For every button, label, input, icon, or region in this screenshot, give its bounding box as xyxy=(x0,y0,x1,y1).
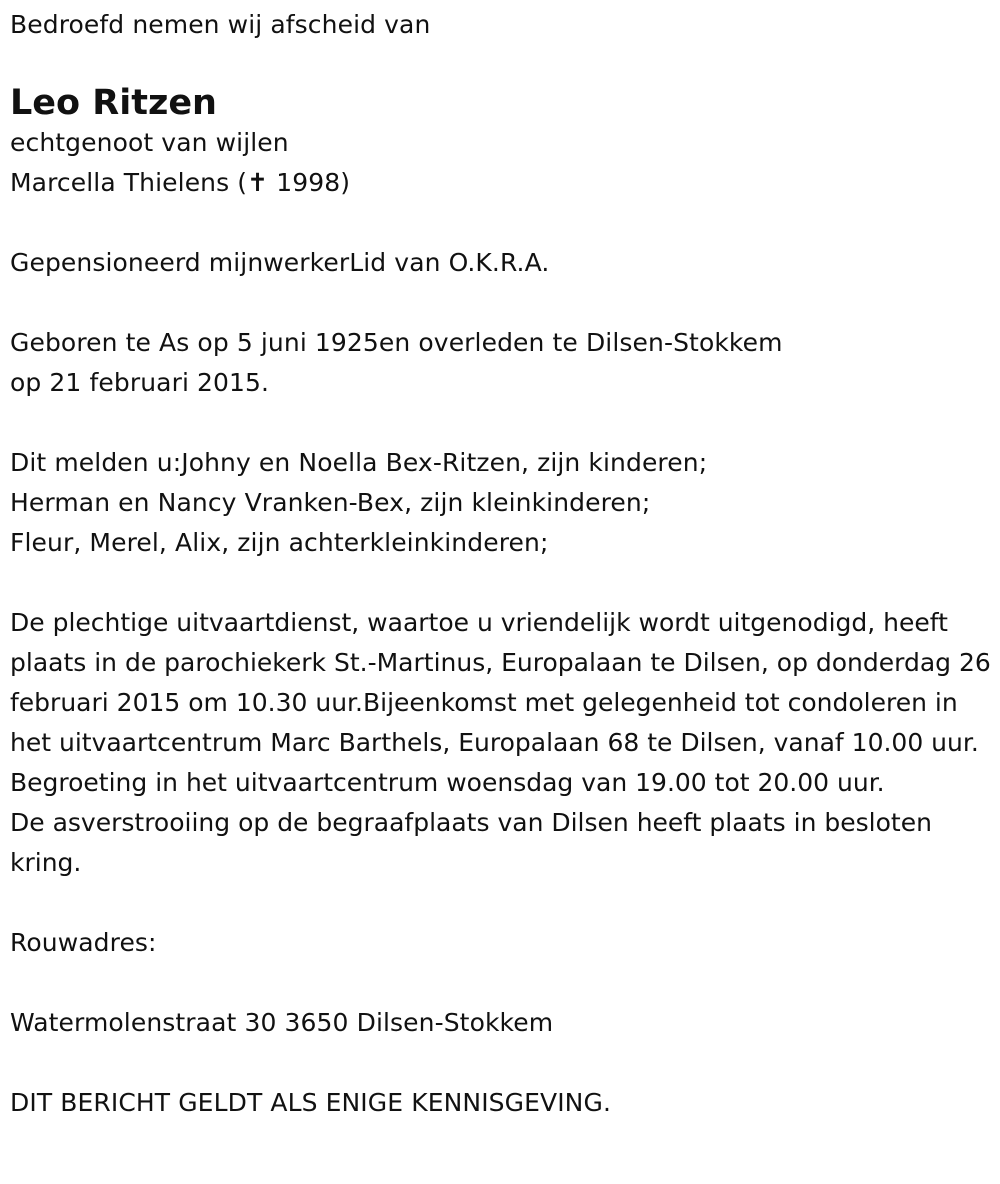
spouse-line-2: Marcella Thielens (✝ 1998) xyxy=(10,168,351,197)
family-line-great-grandchildren: Fleur, Merel, Alix, zijn achterkleinkinderen; xyxy=(10,528,549,557)
death-notice xyxy=(10,0,995,1123)
family-line-children: Dit melden u:Johny en Noella Bex-Ritzen, zijn kinderen; xyxy=(10,448,708,477)
ashes-text: De asverstrooiing op de begraafplaats van Dilsen heeft plaats in besloten kring. xyxy=(10,808,932,877)
intro-text: Bedroefd nemen wij afscheid van xyxy=(10,10,431,39)
deceased-name: Leo Ritzen xyxy=(10,83,217,123)
birth-line-2: op 21 februari 2015. xyxy=(10,368,270,397)
closing-text: DIT BERICHT GELDT ALS ENIGE KENNISGEVING. xyxy=(10,1088,611,1117)
address-text: Watermolenstraat 30 3650 Dilsen-Stokkem xyxy=(10,1008,554,1037)
occupation-text: Gepensioneerd mijnwerkerLid van O.K.R.A. xyxy=(10,248,550,277)
spouse-line-1: echtgenoot van wijlen xyxy=(10,128,289,157)
ceremony-text: De plechtige uitvaartdienst, waartoe u vriendelijk wordt uitgenodigd, heeft plaats in de parochiekerk St.-Martinus, Europalaan te Dilsen, op donderdag 26 februari 2015 om 10.30 uur.Bijeenkomst met gelegenheid tot condoleren in het uitvaartcentrum Marc Barthels, Europalaan 68 te Dilsen, vanaf 10.00 uur. xyxy=(10,608,991,757)
greeting-text: Begroeting in het uitvaartcentrum woensdag van 19.00 tot 20.00 uur. xyxy=(10,768,885,797)
address-label: Rouwadres: xyxy=(10,928,157,957)
family-line-grandchildren: Herman en Nancy Vranken-Bex, zijn kleinkinderen; xyxy=(10,488,651,517)
birth-line-1: Geboren te As op 5 juni 1925en overleden te Dilsen-Stokkem xyxy=(10,328,783,357)
